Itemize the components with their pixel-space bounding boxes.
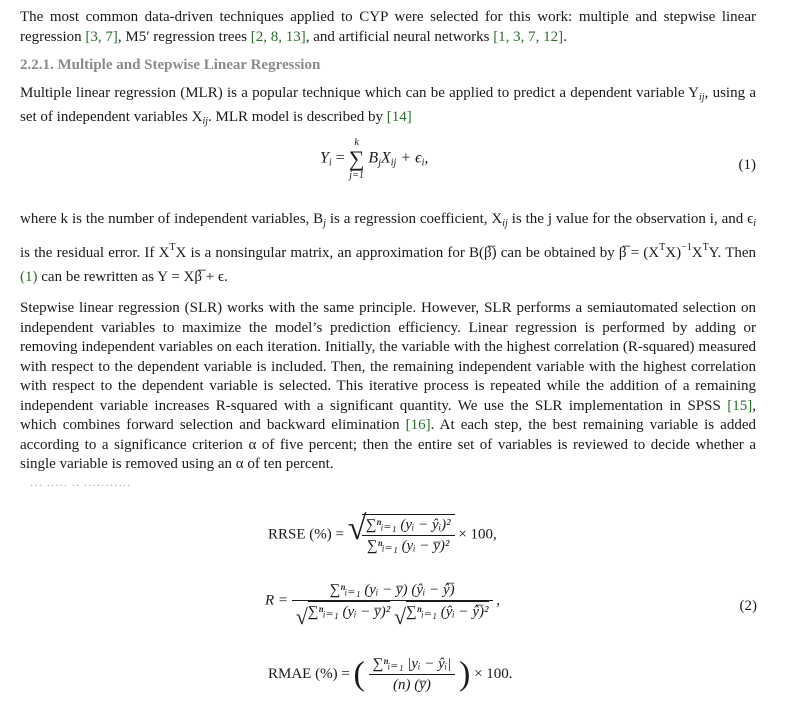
subscript: i: [421, 157, 425, 169]
fraction-denominator: (n) (y̅): [392, 677, 431, 693]
slr-paragraph: [20, 299, 756, 475]
sum-upper-limit: k: [354, 137, 359, 148]
section-heading: 2.2.1. Multiple and Stepwise Linear Regression: [20, 57, 321, 73]
r-formula: [265, 580, 501, 630]
left-paren-icon: (: [353, 655, 365, 693]
square-root: [394, 601, 489, 630]
overlap-fragment: ··· ····· ·· ···········: [30, 481, 132, 492]
equation-1-body: [320, 137, 428, 181]
eq-symbol: Y: [320, 149, 329, 167]
eq-symbol: X: [380, 149, 391, 167]
radical-icon: √: [394, 604, 407, 630]
slr-text: . At each step, the best remaining variable is added according to a significance criterion α of five percent; then the entire set of variables is reviewed to decide whether a single variable is removed using an α of ten percent.: [20, 417, 756, 472]
where-text: X is a nonsingular matrix, an approximation for B(β̅) can be obtained by β̅ = (X: [175, 245, 660, 261]
fraction: [369, 654, 456, 695]
summation: [349, 137, 365, 181]
citation-link[interactable]: [14]: [386, 108, 412, 125]
where-text: can be rewritten as Y = Xβ̅ + ϵ.: [37, 269, 228, 285]
subscript: i: [753, 218, 756, 229]
citation-link[interactable]: [15]: [727, 397, 753, 414]
equation-number: (1): [738, 157, 756, 173]
where-paragraph: [20, 207, 756, 289]
square-root: [295, 601, 391, 630]
rrse-tail: × 100,: [458, 526, 497, 543]
superscript: T: [169, 242, 176, 253]
equation-2: [0, 500, 757, 705]
equation-link[interactable]: (1): [20, 269, 38, 285]
fraction-denominator: ∑ⁿᵢ₌₁ (yᵢ − y̅)²: [366, 538, 450, 554]
subscript: ij: [699, 92, 705, 103]
citation-link[interactable]: [2, 8, 13]: [250, 28, 306, 45]
rrse-label: RRSE (%) =: [268, 526, 344, 543]
intro-text: , and artificial neural networks: [305, 28, 494, 45]
rrse-formula: [268, 510, 497, 556]
where-text: X): [665, 245, 682, 261]
mlr-paragraph: [20, 84, 756, 131]
superscript: −1: [681, 242, 692, 253]
rmae-label: RMAE (%) =: [268, 666, 350, 682]
citation-link[interactable]: [1, 3, 7, 12]: [493, 28, 564, 45]
superscript: T: [659, 242, 666, 253]
where-text: where k is the number of independent variables, B: [20, 211, 324, 227]
fraction: [292, 580, 493, 630]
eq-symbol: B: [368, 149, 379, 167]
rmae-tail: × 100.: [474, 666, 513, 682]
r-tail: ,: [496, 592, 501, 609]
subscript: ij: [202, 115, 209, 127]
fraction-numerator: ∑ⁿᵢ₌₁ |yᵢ − ŷᵢ|: [369, 654, 456, 675]
subscript: j: [323, 218, 326, 229]
where-text: Y. Then: [708, 245, 757, 261]
where-text: is the j value for the observation i, and ϵ: [507, 211, 754, 227]
eq-punct: ,: [424, 149, 429, 167]
slr-text: Stepwise linear regression (SLR) works with the same principle. However, SLR performs a semiautomated selection on independent variables to maximize the model’s prediction efficiency. Linear regression is performed by adding or removing independent variables on each iteration. Initially, the variable with the highest correlation (R-squared) measured with respect to the dependent variable is included. Then, the remaining independent variable with the highest correlation with respect to the dependent variable is selected. This iterative process is repeated while the addition of a remaining independent variable increases R-squared with a significant quantity. We use the SLR implementation in SPSS: [20, 300, 756, 414]
where-text: is the residual error. If X: [20, 245, 170, 261]
mlr-text: Multiple linear regression (MLR) is a popular technique which can be applied to predict a dependent variable Y: [20, 85, 700, 101]
citation-link[interactable]: [16]: [405, 417, 431, 433]
equation-1: [20, 137, 756, 199]
article-body: [20, 8, 756, 475]
radical-icon: √: [347, 510, 367, 547]
intro-text: The most common data-driven techniques applied to CYP were selected for this work: multiple and stepwise linear regression: [20, 9, 756, 45]
r-label: R =: [265, 592, 289, 609]
slr-text: , which combines forward selection and backward elimination: [20, 397, 756, 433]
fraction: [362, 515, 455, 556]
intro-text: , M5′ regression trees: [117, 28, 251, 45]
denominator-term: ∑ⁿᵢ₌₁ (yᵢ − y̅)²: [308, 601, 390, 622]
subscript: ij: [502, 218, 508, 229]
denominator-term: ∑ⁿᵢ₌₁ (ŷᵢ − ŷ̅)²: [406, 601, 488, 622]
subscript: ij: [390, 157, 397, 169]
where-text: X: [691, 245, 703, 261]
mlr-text: , using a set of independent variables X: [20, 85, 756, 125]
fraction-numerator: ∑ⁿᵢ₌₁ (yᵢ − y̅) (ŷᵢ − ŷ̅): [292, 580, 493, 601]
right-paren-icon: ): [458, 655, 471, 693]
intro-text: .: [563, 28, 567, 45]
sum-symbol: ∑: [348, 146, 365, 171]
square-root: [347, 510, 455, 556]
subscript: i: [328, 157, 332, 169]
superscript: T: [702, 242, 709, 253]
sum-lower-limit: j=1: [349, 170, 364, 181]
rmae-formula: [268, 654, 513, 695]
equation-number: (2): [739, 598, 757, 614]
radical-icon: √: [295, 604, 308, 630]
subscript: j: [378, 157, 381, 169]
fraction-numerator: ∑ⁿᵢ₌₁ (yᵢ − ŷᵢ)²: [362, 515, 455, 536]
where-text: is a regression coefficient, X: [325, 211, 503, 227]
fraction-denominator: [292, 601, 493, 630]
mlr-text: . MLR model is described by: [208, 108, 387, 125]
eq-symbol: + ϵ: [400, 149, 422, 167]
eq-operator: =: [335, 149, 345, 167]
citation-link[interactable]: [3, 7]: [85, 28, 118, 45]
intro-paragraph: [20, 8, 756, 47]
